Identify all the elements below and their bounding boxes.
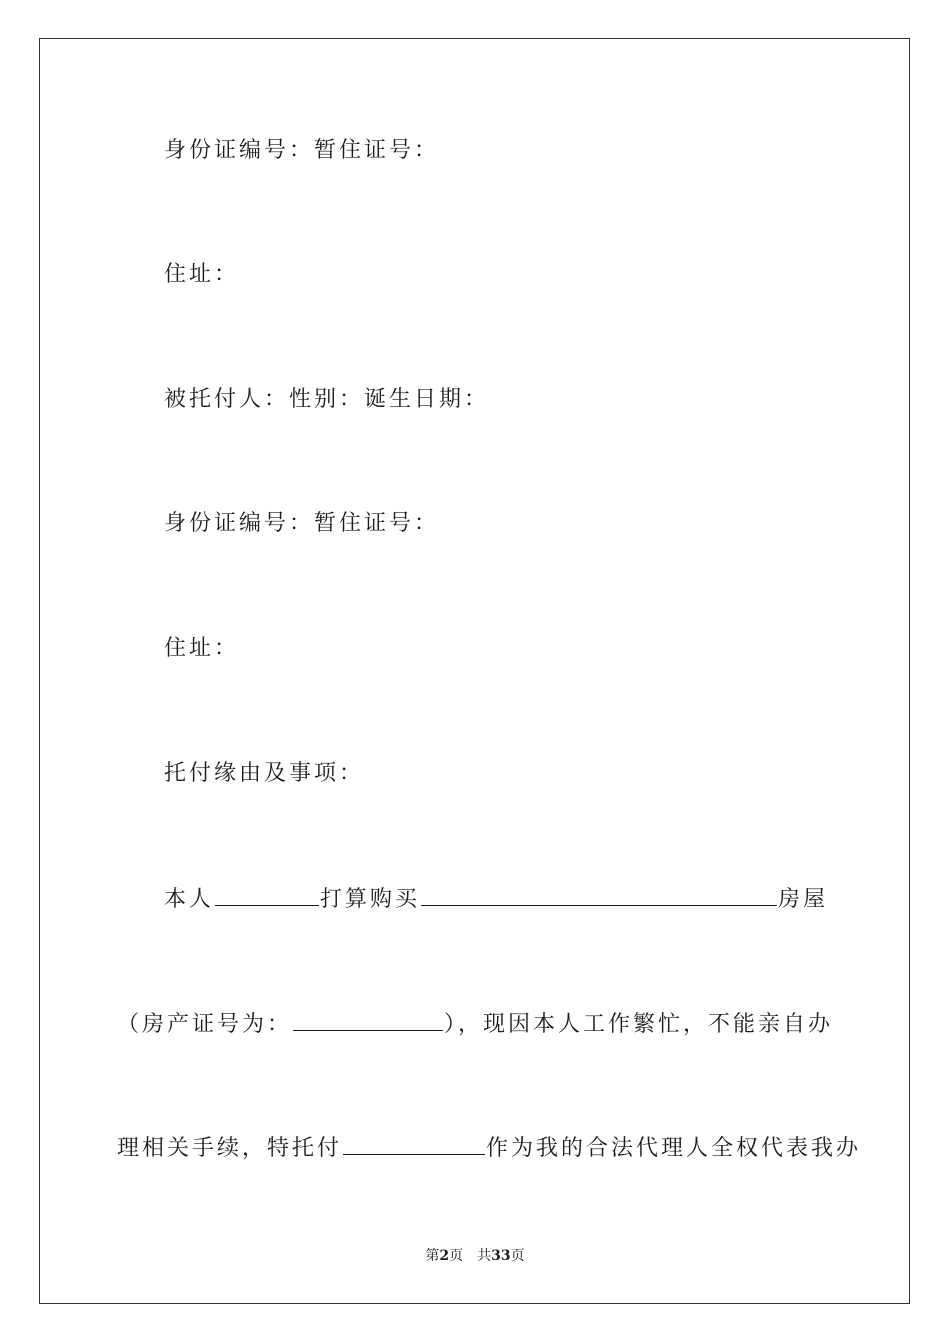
total-page-count: 33 xyxy=(491,1248,511,1264)
paragraph-text: （房产证号为： xyxy=(117,1012,293,1037)
reason-heading: 托付缘由及事项： xyxy=(164,761,365,786)
fill-blank-property[interactable] xyxy=(421,883,777,906)
paragraph-line-2 xyxy=(117,1008,833,1040)
fill-blank-agent[interactable] xyxy=(343,1132,485,1155)
id-number-line-1: 身份证编号：暂住证号： xyxy=(164,138,440,163)
paragraph-text: ），现因本人工作繁忙，不能亲自办 xyxy=(444,1012,834,1037)
footer-prefix: 第 xyxy=(425,1248,440,1264)
page-footer xyxy=(0,1247,950,1265)
paragraph-text: 房屋 xyxy=(778,887,829,912)
page-border xyxy=(39,38,910,1304)
trustee-line: 被托付人：性别：诞生日期： xyxy=(164,387,490,412)
paragraph-text: 作为我的合法代理人全权代表我办 xyxy=(486,1136,862,1161)
address-line-2: 住址： xyxy=(164,636,240,661)
id-number-line-2: 身份证编号：暂住证号： xyxy=(164,511,440,536)
address-line-1: 住址： xyxy=(164,262,240,287)
current-page-number: 2 xyxy=(439,1248,450,1264)
paragraph-line-1 xyxy=(164,883,828,915)
paragraph-line-3 xyxy=(117,1132,861,1164)
footer-suffix: 页 xyxy=(510,1248,525,1264)
paragraph-text: 打算购买 xyxy=(320,887,421,912)
fill-blank-certificate[interactable] xyxy=(293,1008,443,1031)
paragraph-text: 本人 xyxy=(164,887,215,912)
paragraph-text: 理相关手续，特托付 xyxy=(117,1136,343,1161)
footer-mid: 页 共 xyxy=(449,1248,492,1264)
fill-blank-name[interactable] xyxy=(215,883,319,906)
